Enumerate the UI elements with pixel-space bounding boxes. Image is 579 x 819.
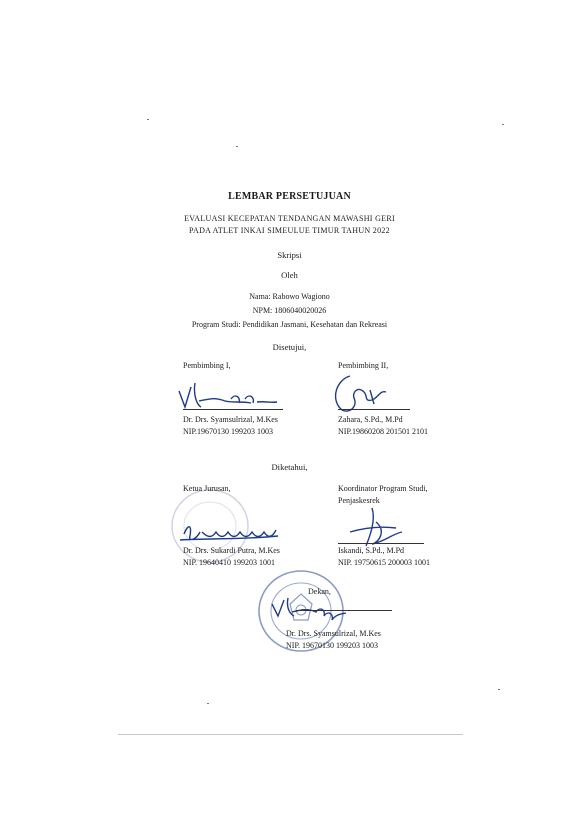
page-title: LEMBAR PERSETUJUAN <box>228 191 351 202</box>
supervisor2-role: Pembimbing II, <box>338 361 389 370</box>
coordinator-role: Koordinator Program Studi, <box>338 484 428 493</box>
supervisor2-signature <box>328 370 398 418</box>
student-name: Nama: Rabowo Wagiono <box>249 292 330 301</box>
head-dept-role: Ketua Jurusan, <box>183 484 231 493</box>
by-label: Oleh <box>281 270 298 280</box>
head-dept-name: Dr. Drs. Sukardi Putra, M.Kes <box>183 546 280 555</box>
coordinator-sign-line <box>338 543 424 544</box>
supervisor1-sign-line <box>183 409 283 410</box>
scan-speck <box>498 689 500 690</box>
coordinator-role2: Penjaskesrek <box>338 496 380 505</box>
supervisor1-role: Pembimbing I, <box>183 361 231 370</box>
research-title-line1: EVALUASI KECEPATAN TENDANGAN MAWASHI GERI <box>184 214 395 223</box>
scan-speck <box>147 119 149 120</box>
acknowledged-label: Diketahui, <box>271 462 308 472</box>
student-npm: NPM: 1806040020026 <box>252 306 327 315</box>
approved-label: Disetujui, <box>272 342 307 352</box>
dean-name: Dr. Drs. Syamsulrizal, M.Kes <box>286 629 381 638</box>
dean-sign-line <box>296 610 392 611</box>
scan-speck <box>207 703 209 704</box>
scan-speck <box>236 146 238 147</box>
supervisor2-nip: NIP.19860208 201501 2101 <box>338 427 429 436</box>
coordinator-name: Iskandi, S.Pd., M.Pd <box>338 546 405 555</box>
head-dept-nip: NIP. 19640410 199203 1001 <box>183 558 276 567</box>
supervisor1-nip: NIP.19670130 199203 1003 <box>183 427 274 436</box>
supervisor2-name: Zahara, S.Pd., M.Pd <box>338 415 403 424</box>
page-bottom-rule <box>118 734 463 735</box>
coordinator-nip: NIP. 19750615 200003 1001 <box>338 558 431 567</box>
study-program: Program Studi: Pendidikan Jasmani, Kesehatan dan Rekreasi <box>191 320 388 329</box>
dean-nip: NIP. 19670130 199203 1003 <box>286 641 379 650</box>
supervisor2-sign-line <box>338 409 410 410</box>
dean-role: Dekan, <box>308 587 331 596</box>
research-title-line2: PADA ATLET INKAI SIMEULUE TIMUR TAHUN 2022 <box>188 226 390 235</box>
document-type: Skripsi <box>277 250 302 260</box>
supervisor1-name: Dr. Drs. Syamsulrizal, M.Kes <box>183 415 278 424</box>
scan-speck <box>502 124 504 125</box>
head-dept-signature <box>178 514 288 548</box>
dean-signature <box>268 594 348 622</box>
